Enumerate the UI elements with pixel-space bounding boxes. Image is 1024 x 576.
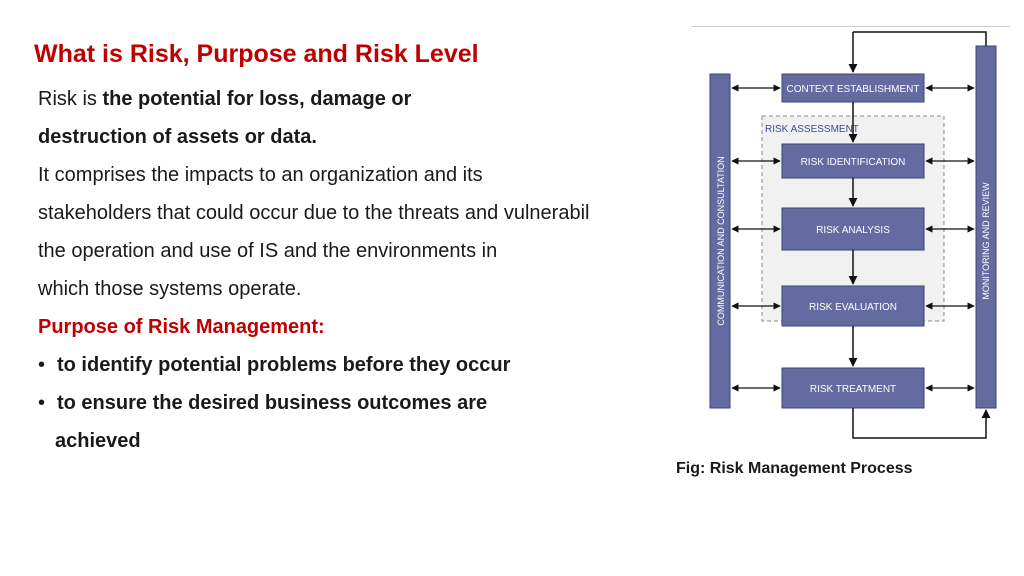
step-label-risk-evaluation: RISK EVALUATION	[809, 302, 897, 313]
risk-definition-bold-2: destruction of assets or data.	[38, 126, 317, 148]
risk-process-diagram	[692, 26, 1010, 446]
bullet-glyph: •	[38, 354, 46, 376]
risk-management-figure	[692, 26, 1010, 446]
step-label-risk-analysis: RISK ANALYSIS	[816, 225, 890, 236]
bullet-2-text: to ensure the desired business outcomes are	[57, 392, 488, 414]
bullet-2-continuation: achieved	[55, 430, 141, 452]
impact-line-2: stakeholders that could occur due to the threats and vulnerabil	[38, 202, 590, 224]
purpose-heading: Purpose of Risk Management:	[38, 316, 325, 338]
communication-consultation-label: COMMUNICATION AND CONSULTATION	[716, 156, 726, 326]
body-text	[38, 80, 698, 460]
monitoring-review-label: MONITORING AND REVIEW	[981, 182, 991, 300]
risk-assessment-label: RISK ASSESSMENT	[765, 124, 859, 135]
risk-definition-prefix: Risk is	[38, 88, 103, 110]
figure-caption: Fig: Risk Management Process	[676, 460, 913, 477]
impact-line-4: which those systems operate.	[38, 278, 302, 300]
arrow-loop-bottom	[853, 408, 986, 438]
slide-title: What is Risk, Purpose and Risk Level	[34, 40, 479, 68]
step-label-risk-identification: RISK IDENTIFICATION	[800, 157, 906, 168]
bullet-glyph: •	[38, 392, 46, 414]
risk-definition-bold-1: the potential for loss, damage or	[102, 88, 412, 110]
step-label-context-establishment: CONTEXT ESTABLISHMENT	[786, 84, 920, 95]
arrow-loop-top	[853, 32, 986, 46]
impact-line-1: It comprises the impacts to an organization and its	[38, 164, 483, 186]
figure-top-rule	[692, 26, 1010, 27]
bullet-item-1	[38, 346, 698, 384]
step-label-risk-treatment: RISK TREATMENT	[809, 384, 897, 395]
bullet-item-2	[38, 384, 698, 422]
impact-line-3: the operation and use of IS and the environments in	[38, 240, 498, 262]
risk-definition-line-1	[38, 80, 698, 118]
bullet-1-text: to identify potential problems before they occur	[57, 354, 511, 376]
